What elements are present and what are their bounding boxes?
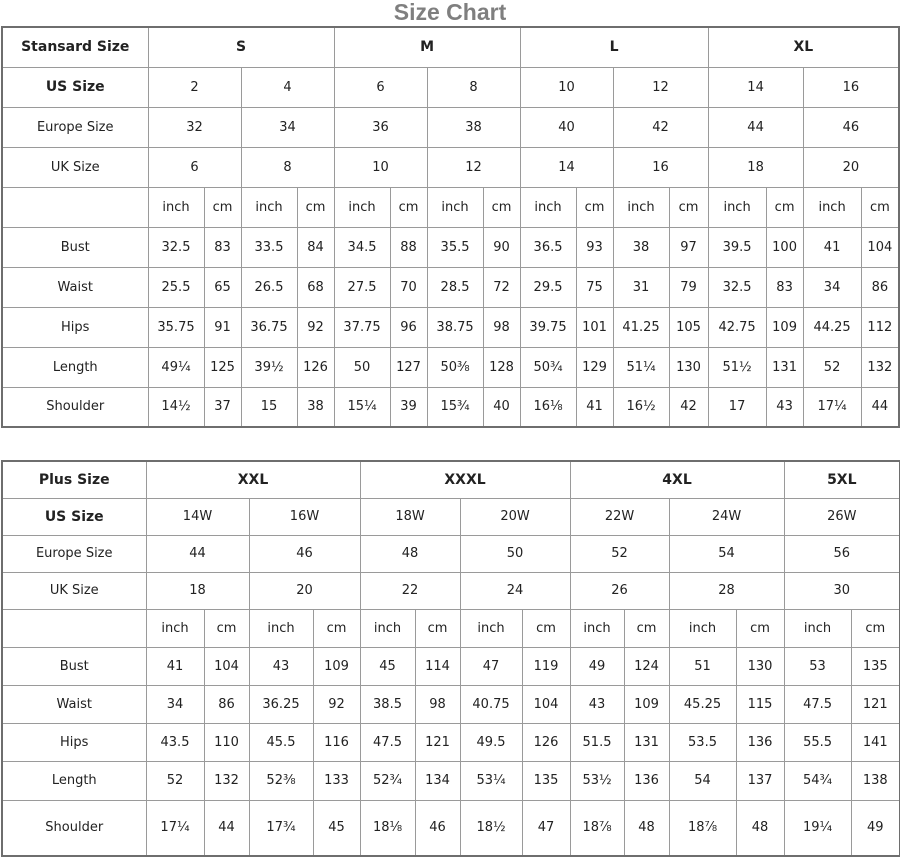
uk-size-cell: 26 — [570, 572, 669, 609]
europe-size-label: Europe Size — [2, 535, 146, 572]
measure-label: Waist — [2, 685, 146, 723]
page-title: Size Chart — [393, 0, 507, 25]
measure-cm-cell: 96 — [390, 307, 427, 347]
unit-inch: inch — [708, 187, 766, 227]
measure-inch-cell: 43.5 — [146, 723, 204, 761]
measure-cm-cell: 65 — [204, 267, 241, 307]
measure-cm-cell: 44 — [204, 800, 249, 856]
measure-inch-cell: 17¼ — [146, 800, 204, 856]
unit-row — [2, 187, 899, 227]
measure-inch-cell: 51.5 — [570, 723, 624, 761]
measure-inch-cell: 50⅜ — [427, 347, 483, 387]
measure-cm-cell: 126 — [297, 347, 334, 387]
uk-size-cell: 16 — [613, 147, 708, 187]
measure-cm-cell: 131 — [766, 347, 803, 387]
standard-size-table — [1, 26, 900, 428]
measure-inch-cell: 52 — [146, 761, 204, 800]
us-size-cell: 2 — [148, 67, 241, 107]
measure-cm-cell: 90 — [483, 227, 520, 267]
us-size-cell: 8 — [427, 67, 520, 107]
uk-size-cell: 20 — [803, 147, 899, 187]
us-size-cell: 24W — [669, 498, 784, 535]
us-size-cell: 22W — [570, 498, 669, 535]
measure-inch-cell: 38 — [613, 227, 669, 267]
uk-size-label: UK Size — [2, 147, 148, 187]
unit-inch: inch — [460, 609, 522, 647]
measure-inch-cell: 39.5 — [708, 227, 766, 267]
measure-cm-cell: 79 — [669, 267, 708, 307]
measure-inch-cell: 54 — [669, 761, 736, 800]
unit-inch: inch — [241, 187, 297, 227]
measure-cm-cell: 38 — [297, 387, 334, 427]
measure-inch-cell: 52¾ — [360, 761, 415, 800]
unit-cm: cm — [313, 609, 360, 647]
measure-cm-cell: 104 — [204, 647, 249, 685]
measure-inch-cell: 36.25 — [249, 685, 313, 723]
europe-size-cell: 52 — [570, 535, 669, 572]
measure-cm-cell: 42 — [669, 387, 708, 427]
measure-inch-cell: 49.5 — [460, 723, 522, 761]
size-group-row — [2, 461, 900, 498]
measure-row-hips — [2, 307, 899, 347]
europe-size-label: Europe Size — [2, 107, 148, 147]
measure-inch-cell: 14½ — [148, 387, 204, 427]
measure-cm-cell: 83 — [204, 227, 241, 267]
size-group-header: S — [148, 27, 334, 67]
measure-cm-cell: 132 — [204, 761, 249, 800]
measure-inch-cell: 33.5 — [241, 227, 297, 267]
unit-cm: cm — [736, 609, 784, 647]
measure-cm-cell: 136 — [624, 761, 669, 800]
measure-inch-cell: 39.75 — [520, 307, 576, 347]
measure-inch-cell: 44.25 — [803, 307, 861, 347]
measure-row-bust — [2, 227, 899, 267]
size-group-header: 4XL — [570, 461, 784, 498]
measure-inch-cell: 38.5 — [360, 685, 415, 723]
unit-cm: cm — [861, 187, 899, 227]
measure-cm-cell: 109 — [766, 307, 803, 347]
unit-cm: cm — [390, 187, 427, 227]
unit-cm: cm — [522, 609, 570, 647]
us-size-cell: 26W — [784, 498, 900, 535]
measure-inch-cell: 38.75 — [427, 307, 483, 347]
measure-inch-cell: 15¾ — [427, 387, 483, 427]
measure-row-shoulder — [2, 800, 900, 856]
measure-inch-cell: 50 — [334, 347, 390, 387]
measure-inch-cell: 25.5 — [148, 267, 204, 307]
uk-size-label: UK Size — [2, 572, 146, 609]
measure-cm-cell: 131 — [624, 723, 669, 761]
measure-cm-cell: 128 — [483, 347, 520, 387]
size-group-header: XXL — [146, 461, 360, 498]
measure-inch-cell: 47.5 — [360, 723, 415, 761]
measure-cm-cell: 44 — [861, 387, 899, 427]
size-group-row — [2, 27, 899, 67]
us-size-cell: 14 — [708, 67, 803, 107]
size-group-header: XL — [708, 27, 899, 67]
measure-inch-cell: 41 — [146, 647, 204, 685]
measure-cm-cell: 92 — [297, 307, 334, 347]
plus-size-table — [1, 460, 900, 857]
size-group-header: XXXL — [360, 461, 570, 498]
europe-size-cell: 46 — [249, 535, 360, 572]
uk-size-cell: 22 — [360, 572, 460, 609]
measure-inch-cell: 17 — [708, 387, 766, 427]
measure-label: Hips — [2, 723, 146, 761]
measure-inch-cell: 19¼ — [784, 800, 851, 856]
measure-inch-cell: 53 — [784, 647, 851, 685]
measure-cm-cell: 105 — [669, 307, 708, 347]
measure-row-bust — [2, 647, 900, 685]
uk-size-row — [2, 572, 900, 609]
measure-inch-cell: 41.25 — [613, 307, 669, 347]
unit-cm: cm — [415, 609, 460, 647]
measure-cm-cell: 138 — [851, 761, 900, 800]
measure-cm-cell: 130 — [669, 347, 708, 387]
measure-cm-cell: 75 — [576, 267, 613, 307]
measure-cm-cell: 116 — [313, 723, 360, 761]
measure-cm-cell: 132 — [861, 347, 899, 387]
measure-inch-cell: 50¾ — [520, 347, 576, 387]
measure-cm-cell: 136 — [736, 723, 784, 761]
europe-size-cell: 56 — [784, 535, 900, 572]
measure-inch-cell: 45.5 — [249, 723, 313, 761]
measure-cm-cell: 104 — [861, 227, 899, 267]
measure-cm-cell: 45 — [313, 800, 360, 856]
measure-cm-cell: 40 — [483, 387, 520, 427]
unit-inch: inch — [249, 609, 313, 647]
measure-cm-cell: 130 — [736, 647, 784, 685]
us-size-row — [2, 498, 900, 535]
measure-inch-cell: 35.75 — [148, 307, 204, 347]
uk-size-row — [2, 147, 899, 187]
unit-cm: cm — [766, 187, 803, 227]
measure-inch-cell: 42.75 — [708, 307, 766, 347]
measure-cm-cell: 39 — [390, 387, 427, 427]
unit-row — [2, 609, 900, 647]
unit-cm: cm — [669, 187, 708, 227]
unit-inch: inch — [334, 187, 390, 227]
measure-inch-cell: 47 — [460, 647, 522, 685]
measure-inch-cell: 36.5 — [520, 227, 576, 267]
measure-inch-cell: 51½ — [708, 347, 766, 387]
size-group-header: M — [334, 27, 520, 67]
europe-size-cell: 50 — [460, 535, 570, 572]
measure-cm-cell: 46 — [415, 800, 460, 856]
europe-size-row — [2, 535, 900, 572]
plus-measure-rows — [2, 647, 900, 856]
us-size-cell: 6 — [334, 67, 427, 107]
measure-cm-cell: 133 — [313, 761, 360, 800]
europe-size-cell: 42 — [613, 107, 708, 147]
measure-cm-cell: 104 — [522, 685, 570, 723]
europe-size-cell: 32 — [148, 107, 241, 147]
europe-size-row — [2, 107, 899, 147]
measure-label: Bust — [2, 227, 148, 267]
measure-inch-cell: 35.5 — [427, 227, 483, 267]
uk-size-cell: 12 — [427, 147, 520, 187]
us-size-cell: 14W — [146, 498, 249, 535]
measure-inch-cell: 29.5 — [520, 267, 576, 307]
us-size-cell: 10 — [520, 67, 613, 107]
unit-cm: cm — [483, 187, 520, 227]
measure-row-length — [2, 761, 900, 800]
measure-inch-cell: 36.75 — [241, 307, 297, 347]
uk-size-cell: 14 — [520, 147, 613, 187]
measure-cm-cell: 70 — [390, 267, 427, 307]
measure-inch-cell: 26.5 — [241, 267, 297, 307]
measure-inch-cell: 53½ — [570, 761, 624, 800]
europe-size-cell: 34 — [241, 107, 334, 147]
measure-label: Waist — [2, 267, 148, 307]
unit-inch: inch — [613, 187, 669, 227]
measure-label: Shoulder — [2, 800, 146, 856]
measure-cm-cell: 115 — [736, 685, 784, 723]
measure-cm-cell: 49 — [851, 800, 900, 856]
unit-inch: inch — [148, 187, 204, 227]
measure-cm-cell: 129 — [576, 347, 613, 387]
measure-inch-cell: 49 — [570, 647, 624, 685]
measure-cm-cell: 137 — [736, 761, 784, 800]
measure-inch-cell: 28.5 — [427, 267, 483, 307]
uk-size-cell: 30 — [784, 572, 900, 609]
europe-size-cell: 36 — [334, 107, 427, 147]
us-size-label: US Size — [2, 67, 148, 107]
measure-inch-cell: 47.5 — [784, 685, 851, 723]
measure-cm-cell: 98 — [483, 307, 520, 347]
measure-inch-cell: 51¼ — [613, 347, 669, 387]
measure-cm-cell: 114 — [415, 647, 460, 685]
measure-inch-cell: 45.25 — [669, 685, 736, 723]
measure-cm-cell: 47 — [522, 800, 570, 856]
measure-inch-cell: 32.5 — [708, 267, 766, 307]
us-size-cell: 4 — [241, 67, 334, 107]
measure-label: Hips — [2, 307, 148, 347]
unit-inch: inch — [520, 187, 576, 227]
measure-inch-cell: 43 — [570, 685, 624, 723]
unit-inch: inch — [360, 609, 415, 647]
measure-cm-cell: 121 — [415, 723, 460, 761]
plus-size-label: Plus Size — [2, 461, 146, 498]
measure-inch-cell: 15¼ — [334, 387, 390, 427]
measure-cm-cell: 72 — [483, 267, 520, 307]
measure-label: Bust — [2, 647, 146, 685]
measure-cm-cell: 109 — [624, 685, 669, 723]
measure-cm-cell: 43 — [766, 387, 803, 427]
measure-cm-cell: 86 — [204, 685, 249, 723]
measure-cm-cell: 135 — [851, 647, 900, 685]
measure-inch-cell: 18⅞ — [669, 800, 736, 856]
uk-size-cell: 6 — [148, 147, 241, 187]
measure-cm-cell: 92 — [313, 685, 360, 723]
measure-cm-cell: 48 — [736, 800, 784, 856]
measure-inch-cell: 39½ — [241, 347, 297, 387]
us-size-cell: 16 — [803, 67, 899, 107]
unit-cm: cm — [851, 609, 900, 647]
unit-cm: cm — [204, 187, 241, 227]
measure-row-hips — [2, 723, 900, 761]
uk-size-cell: 10 — [334, 147, 427, 187]
unit-inch: inch — [146, 609, 204, 647]
measure-inch-cell: 27.5 — [334, 267, 390, 307]
measure-cm-cell: 98 — [415, 685, 460, 723]
measure-cm-cell: 48 — [624, 800, 669, 856]
measure-cm-cell: 112 — [861, 307, 899, 347]
uk-size-cell: 8 — [241, 147, 334, 187]
size-group-header: 5XL — [784, 461, 900, 498]
measure-inch-cell: 45 — [360, 647, 415, 685]
unit-cm: cm — [624, 609, 669, 647]
measure-cm-cell: 127 — [390, 347, 427, 387]
measure-cm-cell: 83 — [766, 267, 803, 307]
unit-inch: inch — [784, 609, 851, 647]
unit-inch: inch — [570, 609, 624, 647]
unit-inch: inch — [803, 187, 861, 227]
measure-cm-cell: 125 — [204, 347, 241, 387]
uk-size-cell: 24 — [460, 572, 570, 609]
us-size-cell: 20W — [460, 498, 570, 535]
measure-row-waist — [2, 685, 900, 723]
measure-inch-cell: 49¼ — [148, 347, 204, 387]
measure-cm-cell: 88 — [390, 227, 427, 267]
measure-cm-cell: 68 — [297, 267, 334, 307]
measure-label: Shoulder — [2, 387, 148, 427]
us-size-label: US Size — [2, 498, 146, 535]
uk-size-cell: 28 — [669, 572, 784, 609]
measure-inch-cell: 55.5 — [784, 723, 851, 761]
measure-inch-cell: 52⅜ — [249, 761, 313, 800]
measure-cm-cell: 100 — [766, 227, 803, 267]
measure-cm-cell: 37 — [204, 387, 241, 427]
measure-cm-cell: 141 — [851, 723, 900, 761]
measure-cm-cell: 134 — [415, 761, 460, 800]
europe-size-cell: 40 — [520, 107, 613, 147]
standard-measure-rows — [2, 227, 899, 427]
europe-size-cell: 48 — [360, 535, 460, 572]
measure-inch-cell: 53¼ — [460, 761, 522, 800]
size-group-header: L — [520, 27, 708, 67]
europe-size-cell: 54 — [669, 535, 784, 572]
measure-label: Length — [2, 761, 146, 800]
measure-inch-cell: 17¼ — [803, 387, 861, 427]
unit-inch: inch — [427, 187, 483, 227]
measure-cm-cell: 41 — [576, 387, 613, 427]
measure-cm-cell: 91 — [204, 307, 241, 347]
measure-inch-cell: 41 — [803, 227, 861, 267]
europe-size-cell: 44 — [146, 535, 249, 572]
measure-label: Length — [2, 347, 148, 387]
measure-cm-cell: 110 — [204, 723, 249, 761]
unit-cm: cm — [297, 187, 334, 227]
us-size-cell: 18W — [360, 498, 460, 535]
measure-cm-cell: 84 — [297, 227, 334, 267]
measure-inch-cell: 18⅞ — [570, 800, 624, 856]
measure-cm-cell: 86 — [861, 267, 899, 307]
measure-inch-cell: 34 — [146, 685, 204, 723]
measure-inch-cell: 37.75 — [334, 307, 390, 347]
measure-cm-cell: 97 — [669, 227, 708, 267]
measure-cm-cell: 101 — [576, 307, 613, 347]
measure-inch-cell: 32.5 — [148, 227, 204, 267]
unit-cm: cm — [204, 609, 249, 647]
unit-cm: cm — [576, 187, 613, 227]
measure-inch-cell: 40.75 — [460, 685, 522, 723]
unit-row-blank — [2, 609, 146, 647]
unit-inch: inch — [669, 609, 736, 647]
measure-cm-cell: 119 — [522, 647, 570, 685]
europe-size-cell: 38 — [427, 107, 520, 147]
measure-inch-cell: 18½ — [460, 800, 522, 856]
standard-size-label: Stansard Size — [2, 27, 148, 67]
europe-size-cell: 44 — [708, 107, 803, 147]
measure-cm-cell: 135 — [522, 761, 570, 800]
us-size-row — [2, 67, 899, 107]
measure-inch-cell: 34 — [803, 267, 861, 307]
measure-cm-cell: 124 — [624, 647, 669, 685]
measure-inch-cell: 15 — [241, 387, 297, 427]
us-size-cell: 12 — [613, 67, 708, 107]
measure-row-shoulder — [2, 387, 899, 427]
measure-row-length — [2, 347, 899, 387]
measure-inch-cell: 43 — [249, 647, 313, 685]
measure-inch-cell: 16⅛ — [520, 387, 576, 427]
uk-size-cell: 18 — [146, 572, 249, 609]
uk-size-cell: 20 — [249, 572, 360, 609]
measure-cm-cell: 121 — [851, 685, 900, 723]
measure-inch-cell: 34.5 — [334, 227, 390, 267]
uk-size-cell: 18 — [708, 147, 803, 187]
measure-inch-cell: 53.5 — [669, 723, 736, 761]
measure-inch-cell: 18⅛ — [360, 800, 415, 856]
measure-inch-cell: 51 — [669, 647, 736, 685]
measure-inch-cell: 54¾ — [784, 761, 851, 800]
unit-row-blank — [2, 187, 148, 227]
measure-inch-cell: 17¾ — [249, 800, 313, 856]
measure-cm-cell: 109 — [313, 647, 360, 685]
measure-cm-cell: 93 — [576, 227, 613, 267]
europe-size-cell: 46 — [803, 107, 899, 147]
measure-inch-cell: 31 — [613, 267, 669, 307]
us-size-cell: 16W — [249, 498, 360, 535]
measure-inch-cell: 16½ — [613, 387, 669, 427]
measure-inch-cell: 52 — [803, 347, 861, 387]
measure-cm-cell: 126 — [522, 723, 570, 761]
measure-row-waist — [2, 267, 899, 307]
